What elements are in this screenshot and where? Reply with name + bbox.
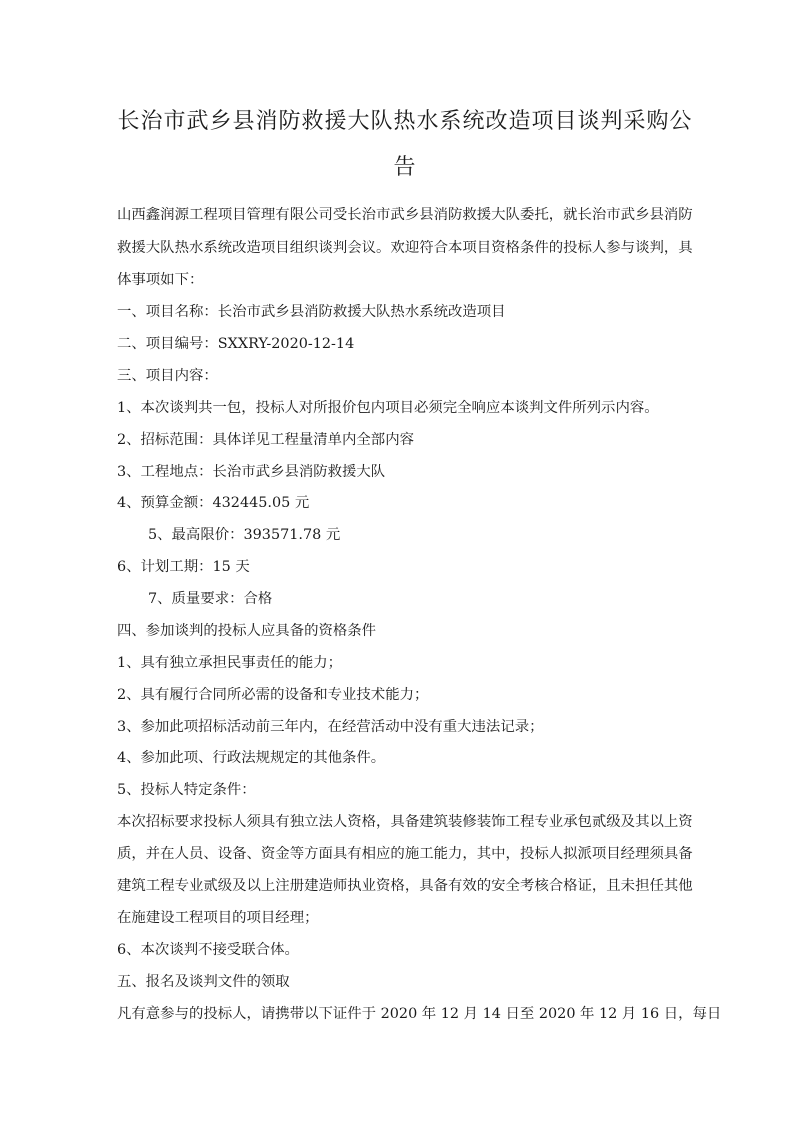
content-item: 2、招标范围：具体详见工程量清单内全部内容 [117,432,414,448]
content-item: 7、质量要求：合格 [148,591,273,607]
requirement-item: 3、参加此项招标活动前三年内，在经营活动中没有重大违法记录； [117,719,544,735]
intro-line: 山西鑫润源工程项目管理有限公司受长治市武乡县消防救援大队委托，就长治市武乡县消防 [117,207,693,223]
intro-line: 体事项如下： [117,272,204,288]
special-condition-line: 本次招标要求投标人须具有独立法人资格，具备建筑装修装饰工程专业承包贰级及其以上资 [117,814,693,830]
content-item: 6、计划工期：15 天 [117,559,250,575]
requirement-item: 5、投标人特定条件： [117,782,256,798]
requirement-item: 6、本次谈判不接受联合体。 [117,942,299,958]
special-condition-line: 建筑工程专业贰级及以上注册建造师执业资格，具备有效的安全考核合格证，且未担任其他 [117,878,693,894]
document-title-continued: 告 [393,155,417,180]
section-heading: 五、报名及谈判文件的领取 [117,974,290,990]
requirement-item: 1、具有独立承担民事责任的能力； [117,655,343,671]
requirement-item: 2、具有履行合同所必需的设备和专业技术能力； [117,687,429,703]
section-heading: 四、参加谈判的投标人应具备的资格条件 [117,623,377,639]
project-number: 二、项目编号：SXXRY-2020-12-14 [117,336,355,352]
section-heading: 三、项目内容： [117,368,218,384]
document-title: 长治市武乡县消防救援大队热水系统改造项目谈判采购公 [117,109,693,134]
special-condition-line: 在施建设工程项目的项目经理； [117,910,319,926]
content-item: 3、工程地点：长治市武乡县消防救援大队 [117,464,386,480]
project-name: 一、项目名称：长治市武乡县消防救援大队热水系统改造项目 [117,304,506,320]
content-item: 1、本次谈判共一包，投标人对所报价包内项目必须完全响应本谈判文件所列示内容。 [117,400,659,416]
content-item: 4、预算金额：432445.05 元 [117,495,310,511]
requirement-item: 4、参加此项、行政法规规定的其他条件。 [117,750,386,766]
registration-text: 凡有意参与的投标人，请携带以下证件于 2020 年 12 月 14 日至 2020 年 12 月 16 日，每日 [117,1006,722,1022]
special-condition-line: 质，并在人员、设备、资金等方面具有相应的施工能力，其中，投标人拟派项目经理须具备 [117,846,693,862]
intro-line: 救援大队热水系统改造项目组织谈判会议。欢迎符合本项目资格条件的投标人参与谈判，具 [117,240,693,256]
content-item: 5、最高限价：393571.78 元 [148,527,341,543]
